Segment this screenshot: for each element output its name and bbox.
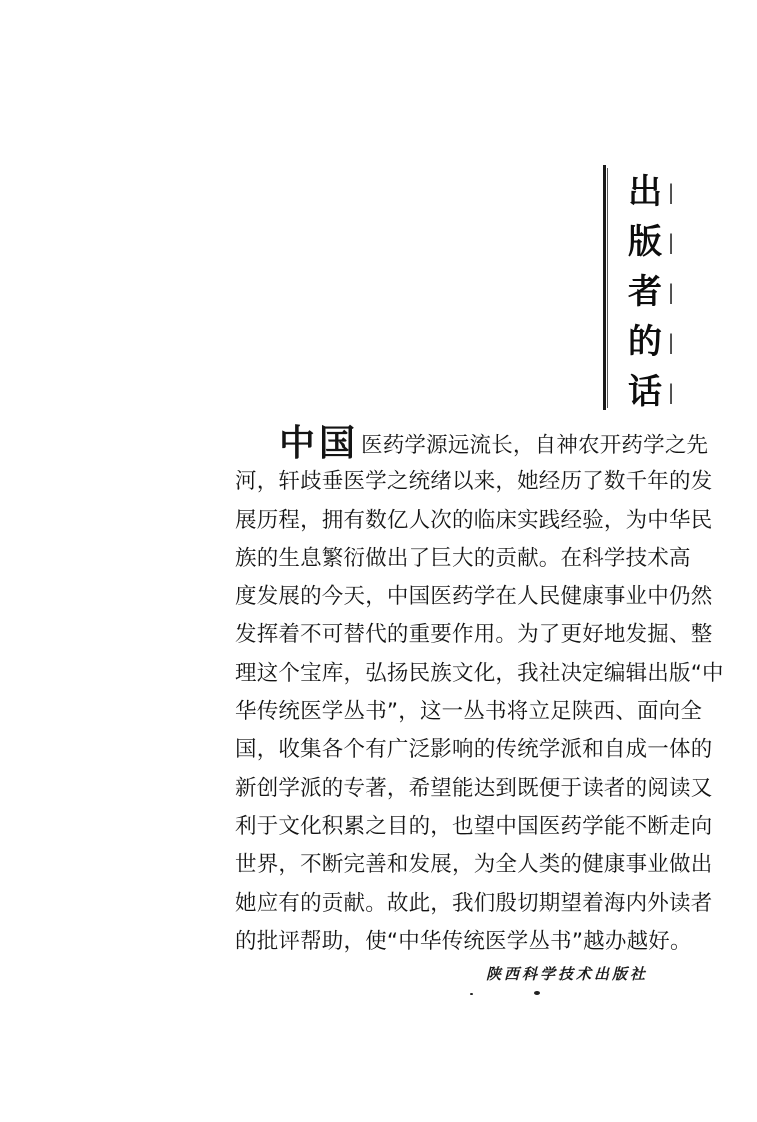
heading-char-text: 的 — [628, 322, 662, 362]
heading-rule — [603, 165, 606, 410]
heading-tick: | — [665, 380, 678, 404]
heading-char — [628, 372, 688, 412]
heading-char-text: 话 — [628, 372, 662, 412]
heading-char — [628, 322, 688, 362]
heading-tick: | — [665, 230, 678, 254]
body-line: 新创学派的专著，希望能达到既便于读者的阅读又 — [235, 775, 713, 801]
heading-char — [628, 172, 688, 212]
body-line: 发挥着不可替代的重要作用。为了更好地发掘、整 — [235, 622, 713, 648]
scan-speck — [534, 991, 540, 995]
body-line: 展历程，拥有数亿人次的临床实践经验，为中华民 — [235, 507, 713, 533]
body-line-text: 医药学源远流长，自神农开药学之先 — [361, 433, 709, 458]
body-line: 的批评帮助，使“中华传统医学丛书”越办越好。 — [235, 928, 692, 954]
body-line: 理这个宝库，弘扬民族文化，我社决定编辑出版“中 — [235, 660, 724, 686]
heading-char-text: 者 — [628, 272, 662, 312]
body-text — [235, 423, 724, 961]
heading-tick: | — [665, 330, 678, 354]
body-line: 国，收集各个有广泛影响的传统学派和自成一体的 — [235, 737, 713, 763]
heading-rule-thin — [607, 168, 608, 408]
heading-char — [628, 222, 688, 262]
heading-tick: | — [665, 280, 678, 304]
body-line: 华传统医学丛书”，这一丛书将立足陕西、面向全 — [235, 699, 703, 725]
body-line: 世界，不断完善和发展，为全人类的健康事业做出 — [235, 852, 713, 878]
heading-tick: | — [665, 180, 678, 204]
heading-char-text: 版 — [628, 222, 662, 262]
body-line: 河，轩歧垂医学之统绪以来，她经历了数千年的发 — [235, 469, 713, 495]
scan-speck — [470, 993, 473, 995]
body-line: 度发展的今天，中国医药学在人民健康事业中仍然 — [235, 584, 713, 610]
body-line: 利于文化积累之目的，也望中国医药学能不断走向 — [235, 813, 713, 839]
body-line — [235, 423, 709, 464]
heading-char-text: 出 — [628, 172, 662, 212]
heading-char — [628, 272, 688, 312]
lead-characters: 中国 — [279, 423, 360, 464]
body-line: 她应有的贡献。故此，我们殷切期望着海内外读者 — [235, 890, 713, 916]
publisher-signature: 陕西科学技术出版社 — [486, 965, 649, 983]
vertical-heading — [628, 172, 688, 412]
body-line: 族的生息繁衍做出了巨大的贡献。在科学技术高 — [235, 545, 691, 571]
